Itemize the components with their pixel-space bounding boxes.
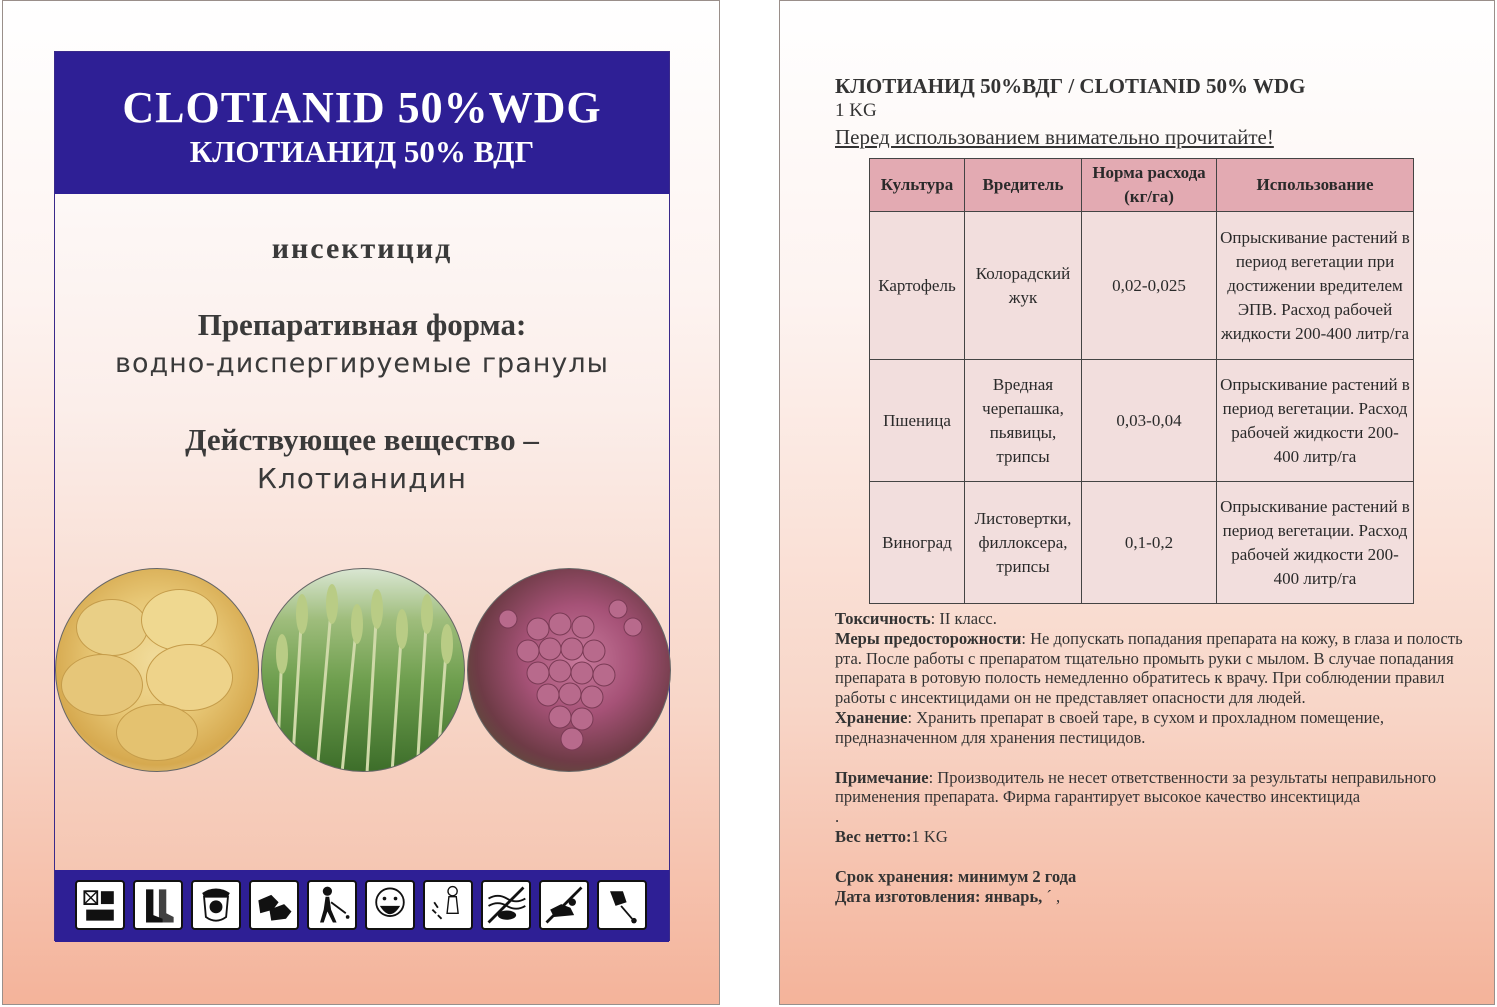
shelf-life: Срок хранения: минимум 2 года (835, 866, 1077, 886)
respirator-icon (365, 880, 415, 930)
storage-value: : Хранить препарат в своей таре, в сухом и прохладном помещение, предназначенном для хранения пестицидов. (835, 707, 1384, 747)
formulation-heading: Препаративная форма: (197, 307, 527, 342)
table-row (870, 482, 1414, 604)
cell-usage: Опрыскивание растений в период вегетации. Расход рабочей жидкости 200-400 литр/га (1217, 360, 1414, 482)
dot-line: . (835, 807, 840, 827)
wheat-photo (261, 568, 465, 772)
table-row (870, 360, 1414, 482)
cell-pest: Колорадский жук (965, 212, 1082, 360)
manufactured-date: Дата изготовления: январь, (835, 886, 1043, 906)
spacer (835, 847, 1475, 867)
active-ingredient-heading: Действующее вещество – (185, 422, 539, 457)
product-title-ru: КЛОТИАНИД 50% ВДГ (189, 134, 535, 169)
table-row (870, 212, 1414, 360)
wash-icon (423, 880, 473, 930)
toxicity-label: Токсичность (835, 609, 931, 628)
manufactured-line (835, 887, 1475, 907)
manufactured-tail: ´ , (1046, 886, 1061, 906)
storage-label: Хранение (835, 707, 908, 727)
note-value: : Производитель не несет ответственности за результаты неправильного применения препарата. Фирма гарантирует высокое качество инсектицида (835, 767, 1437, 807)
note-line (835, 768, 1475, 808)
cell-rate: 0,1-0,2 (1082, 482, 1217, 604)
face-shield-icon (191, 880, 241, 930)
instructions-text (835, 609, 1475, 906)
gloves-icon (249, 880, 299, 930)
shelf-life-line (835, 867, 1475, 887)
active-ingredient-value: Клотианидин (257, 462, 467, 495)
precautions-value: : Не допускать попадания препарата на кожу, в глаза и полость рта. После работы с препаратом тщательно промыть руки с мылом. В случае попадания препарата в ротовую полость немедленно обратитесь к врачу. При соблюдении правил работы с инсектицидами он не представляет опасности для людей. (835, 628, 1463, 708)
back-label-panel (779, 0, 1495, 1005)
precautions-line (835, 629, 1475, 708)
safety-pictogram-band (55, 870, 669, 942)
title-band (55, 52, 669, 194)
back-weight: 1 KG (835, 100, 877, 121)
storage-line (835, 708, 1475, 748)
table-header-row (870, 159, 1414, 212)
storage-icon (75, 880, 125, 930)
product-type: инсектицид (271, 232, 453, 265)
wheat-stalks (262, 569, 465, 772)
cell-rate: 0,03-0,04 (1082, 360, 1217, 482)
sprayer-icon (307, 880, 357, 930)
application-rates-table (869, 158, 1414, 604)
cell-crop: Картофель (870, 212, 965, 360)
net-weight-label: Вес нетто: (835, 826, 912, 846)
grape-photo (467, 568, 671, 772)
boots-icon (133, 880, 183, 930)
header-usage: Использование (1217, 159, 1414, 212)
spacer (835, 748, 1475, 768)
cell-usage: Опрыскивание растений в период вегетации при достижении вредителем ЭПВ. Расход рабочей жидкости 200-400 литр/га (1217, 212, 1414, 360)
no-fish-icon (481, 880, 531, 930)
cell-rate: 0,02-0,025 (1082, 212, 1217, 360)
header-rate: Норма расхода (кг/га) (1082, 159, 1217, 212)
net-weight-line (835, 827, 1475, 847)
cell-pest: Вредная черепашка, пьявицы, трипсы (965, 360, 1082, 482)
no-livestock-icon (539, 880, 589, 930)
formulation-value: водно-диспергируемые гранулы (115, 348, 609, 379)
label-frame (54, 51, 670, 941)
dispose-icon (597, 880, 647, 930)
product-title-en: CLOTIANID 50%WDG (122, 83, 602, 132)
header-pest: Вредитель (965, 159, 1082, 212)
grape-cluster (468, 569, 671, 772)
toxicity-line (835, 609, 1475, 629)
back-title: КЛОТИАНИД 50%ВДГ / CLOTIANID 50% WDG (835, 74, 1306, 98)
net-weight-value: 1 KG (911, 826, 948, 846)
toxicity-value: : II класс. (930, 609, 997, 628)
note-label: Примечание (835, 767, 929, 787)
front-label-panel (2, 0, 720, 1005)
read-before-use-warning: Перед использованием внимательно прочитайте! (835, 125, 1274, 149)
precautions-label: Меры предосторожности (835, 628, 1022, 648)
cell-crop: Виноград (870, 482, 965, 604)
header-crop: Культура (870, 159, 965, 212)
cell-pest: Листовертки, филлоксера, трипсы (965, 482, 1082, 604)
cell-usage: Опрыскивание растений в период вегетации. Расход рабочей жидкости 200-400 литр/га (1217, 482, 1414, 604)
potato-photo (55, 568, 259, 772)
cell-crop: Пшеница (870, 360, 965, 482)
